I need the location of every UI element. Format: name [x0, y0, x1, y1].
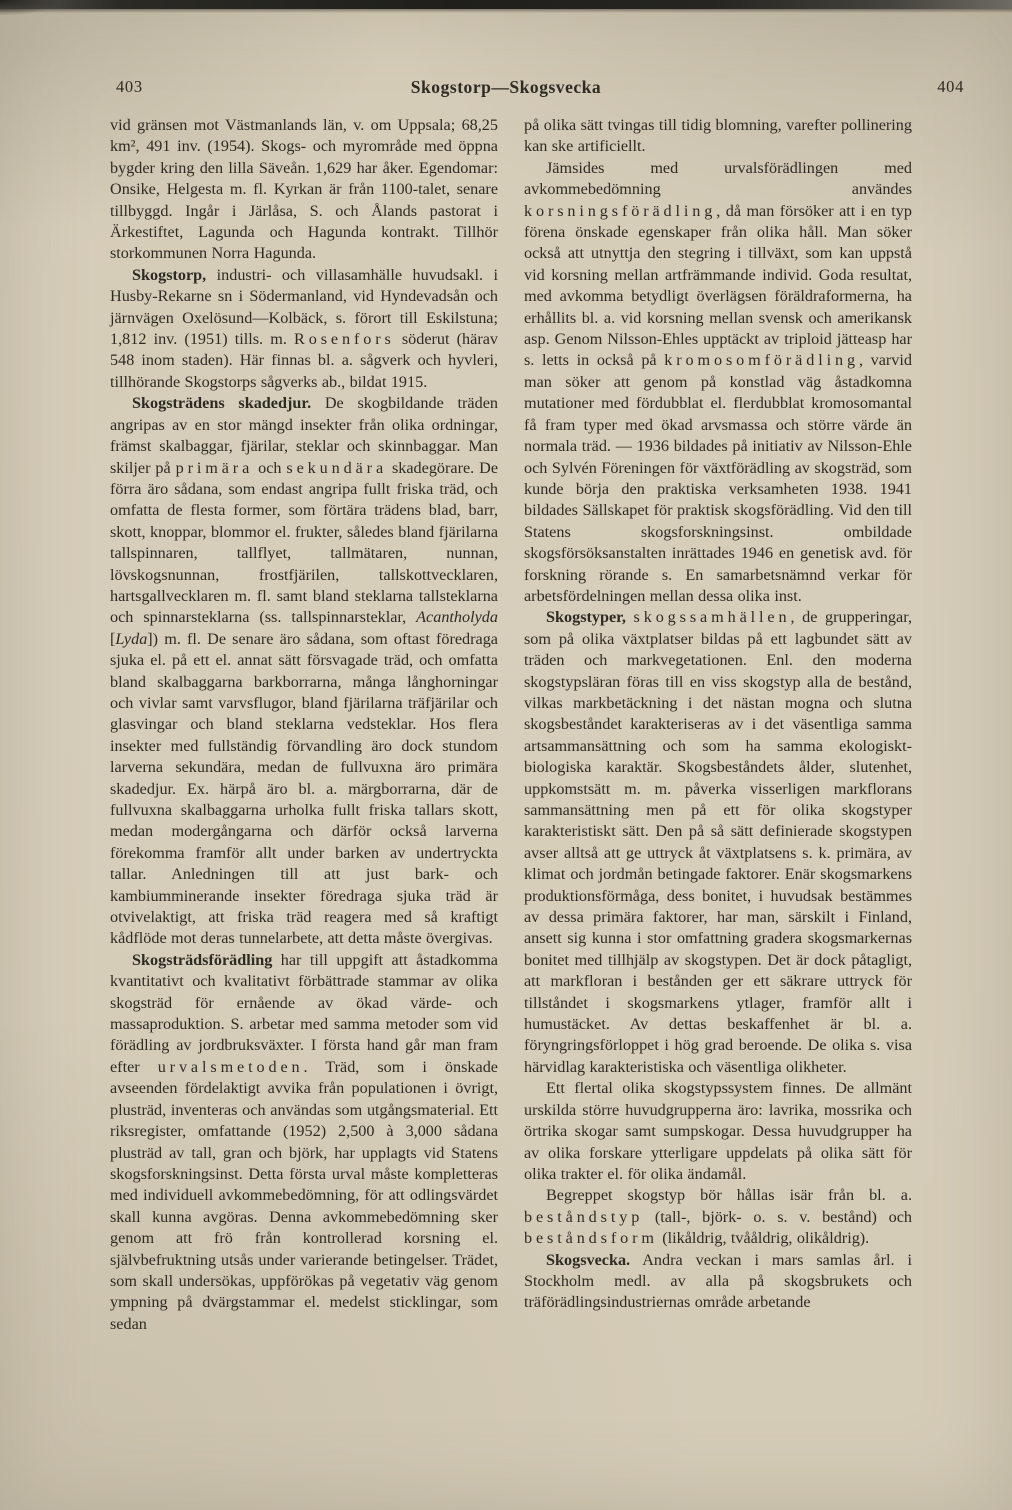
text-segment: skogssamhällen: [633, 608, 791, 627]
text-segment: och: [253, 458, 287, 477]
page-number-right: 404: [937, 77, 964, 96]
text-columns: [0, 102, 1012, 1335]
text-segment: (likåldrig, tvååldrig, olikåldrig).: [657, 1229, 870, 1248]
paragraph: [110, 950, 498, 1335]
text-segment: beståndstyp: [524, 1207, 644, 1226]
left-column: [110, 115, 498, 1335]
text-segment: (tall-, björk- o. s. v. bestånd) och: [643, 1207, 912, 1226]
paragraph: [524, 1185, 912, 1249]
text-segment: Rosenfors: [294, 330, 395, 349]
paragraph: [524, 115, 912, 158]
paragraph: [110, 265, 498, 393]
paragraph: [524, 607, 912, 1078]
text-segment: De skogbildande träden angripas av en stor mängd insekter från olika ordningar, främst skalbaggar, fjärilar, steklar och skinnbaggar. Man skiljer på: [110, 394, 498, 477]
right-column: [524, 115, 912, 1335]
entry-term: Skogsträdens skadedjur.: [132, 394, 312, 413]
text-segment: primära: [175, 458, 254, 477]
text-segment: korsningsförädling: [524, 201, 717, 220]
text-segment: ]) m. fl. De senare äro sådana, som oftast föredraga sjuka el. på ett el. annat sätt försvagade träd, och omfatta bland skalbaggarna barkborrarna, många långhorningar och vivlar samt varvsflugor, bland fjärilarna träfjärilar och glasvingar och bland steklarna vedsteklar. Hos flera insekter med fullständig förvandling äro dock stundom larverna sekundära, medan de fullvuxna äro primära skadedjur. Ex. härpå äro bl. a. märgborrarna, där de fullvuxna skalbaggarna urholka fullt friska tallars skott, medan modergångarna och därför också larverna förekomma framför allt under barken av undertryckta tallar. Anledningen till att just bark- och kambiumminerande insekter föredraga sjuka träd är otvivelaktigt, att friska träd reagera med så kraftigt kådflöde mot deras tunnelarbete, att detta måste övergivas.: [110, 629, 498, 948]
text-segment: Lyda: [115, 629, 148, 648]
page-number-left: 403: [116, 77, 143, 96]
text-segment: söderut (härav 548 inom staden). Här finnas bl. a. sågverk och hyvleri, tillhörande Skogstorps sågverks ab., bildat 1915.: [110, 330, 499, 391]
entry-term: Skogstorp,: [132, 265, 207, 284]
text-segment: Acantholyda: [416, 608, 498, 627]
text-segment: . Träd, som i önskade avseenden fördelaktigt avvika från populationen i övrigt, plusträd, inventeras och användas som utgångsmaterial. Ett riksregister, omfattande (1952) 2,500 à 3,000 sådana plusträd av tall, gran och björk, har upplagts vid Statens skogsforskningsinst. Detta första urval måste kompletteras med individuell avkommebedömning, för att odlingsvärdet skall kunna avgöras. Denna avkommebedömning sker genom att frö från kontrollerad korsning el. självbefruktning utsås under varierande betingelser. Trädet, som skall undersökas, uppförökas på vegetativ väg genom ympning på dvärgstammar el. medelst sticklingar, som sedan: [110, 1057, 498, 1333]
text-segment: [626, 608, 634, 626]
text-segment: , de grupperingar, som på olika växtplatser bildas på ett lagbundet sätt av träden och markvegetationen. Enl. den moderna skogstypsläran föras till en viss skogstyp alla de bestånd, vilkas markbetäckning i det nästan mogna och slutna skogsbeståndet karakteriseras av i det väsentliga samma artsammansättning och som ha samma ekologiskt-biologiska karaktär. Skogsbeståndets ålder, slutenhet, uppkomstsätt m. m. påverka visserligen markflorans sammansättning men på ett för olika skogstyper karakteristiskt sätt. Den på så sätt definierade skogstypen avser alltså att ge uttryck åt växtplatsens s. k. primära, av klimat och jordmån betingade faktorer. Enär skogsmarkens produktionsförmåga, dess bonitet, i huvudsak bestämmes av dessa primära faktorer, har man, särskilt i Finland, ansett sig kunna i stor omfattning gradera skogsmarkernas bonitet med tillhjälp av skogstypen. Det är dock påtagligt, att markfloran i bestånden ger ett säkrare uttryck för tillståndet i skogsmarkens ytlager, framför allt i humustäcket. Av dettas beskaffenhet är bl. a. föryngringsförloppet i hög grad beroende. De olika s. visa härvidlag karakteristiska och väsentliga olikheter.: [524, 608, 912, 1076]
text-segment: har till uppgift att åstadkomma kvantitativt och kvalitativt förbättrade stammar av olika skogsträd för ernående av ökad värde- och massaproduktion. S. arbetar med samma metoder som vid förädling av jordbruksväxter. I första hand går man fram efter: [110, 950, 498, 1076]
paragraph: [524, 1250, 912, 1314]
paragraph: [110, 393, 498, 950]
entry-term: Skogsträdsförädling: [132, 950, 273, 969]
text-segment: Begreppet skogstyp bör hållas isär från bl. a.: [546, 1186, 912, 1205]
paragraph: [110, 115, 498, 265]
text-segment: urvalsmetoden: [157, 1057, 304, 1076]
text-segment: Ett flertal olika skogstypssystem finnes. De allmänt urskilda större huvudgrupperna äro: lavrika, mossrika och örtrika skogar samt sumpskogar. Dessa huvudgrupper ha av olika forskare ytterligare uppdelats på olika sätt för olika trakter el. för olika ändamål.: [524, 1079, 912, 1183]
running-title: Skogstorp—Skogsvecka: [410, 77, 602, 97]
text-segment: Andra veckan i mars samlas årl. i Stockholm medl. av alla på skogsbrukets och träförädlingsindustriernas område arbetande: [524, 1250, 912, 1312]
text-segment: , varvid man söker att genom på konstlad väg åstadkomna mutationer med fördubblat el. flerdubblat kromosomantal få fram typer med ökad arvsmassa och större värde än normala träd. — 1936 bildades på initiativ av Nilsson-Ehle och Sylvén Föreningen för växtförädling av skogsträd, som kunde börja den praktiska verksamheten 1938. 1941 bildades Sällskapet för praktisk skogsförädling. Vid den till Statens skogsforskningsinst. ombildade skogsförsöksanstalten inrättades 1946 en genetisk avd. för forskning rörande s. En samarbetsnämnd verkar för arbetsfördelningen mellan dessa olika inst.: [524, 351, 912, 605]
paragraph: [524, 1078, 912, 1185]
text-segment: sekundära: [286, 458, 388, 477]
text-segment: [: [110, 629, 116, 648]
entry-term: Skogsvecka.: [546, 1250, 631, 1269]
text-segment: Jämsides med urvalsförädlingen med avkommebedömning användes: [524, 158, 912, 199]
paragraph: [524, 158, 912, 608]
text-segment: vid gränsen mot Västmanlands län, v. om Uppsala; 68,25 km², 491 inv. (1954). Skogs- och myrområde med öppna bygder kring den lilla Säveån. 1,629 har åker. Egendomar: Onsike, Helgesta m. fl. Kyrkan är från 1100-talet, senare tillbyggd. Ingår i Järlåsa, S. och Ålands pastorat i Ärkestiftet, Lagunda och Hagunda kontrakt. Tillhör storkommunen Norra Hagunda.: [110, 116, 498, 263]
text-segment: på olika sätt tvingas till tidig blomning, varefter pollinering kan ske artificiellt.: [524, 116, 912, 156]
text-segment: industri- och villasamhälle huvudsakl. i Husby-Rekarne sn i Södermanland, vid Hyndevadsån och järnvägen Oxelösund—Kolbäck, s. förort till Eskilstuna; 1,812 inv. (1951) tills. m.: [110, 265, 498, 349]
running-header: [0, 0, 1012, 102]
entry-term: Skogstyper,: [546, 608, 626, 627]
text-segment: beståndsform: [524, 1229, 658, 1248]
text-segment: skadegörare. De förra äro sådana, som endast angripa fullt friska träd, och omfatta de flesta former, som förtära trädens blad, barr, skott, knoppar, blommor el. frukter, således bland fjärilarna tallspinnaren, tallflyet, tallmätaren, nunnan, lövskogsnunnan, frostfjärilen, tallskottvecklaren, hartsgallvecklaren m. fl. samt bland steklarna tallsteklarna och spinnarsteklarna (ss. tallspinnarsteklar,: [110, 458, 499, 627]
text-segment: kromosomförädling: [664, 351, 859, 370]
text-segment: , då man försöker att i en typ förena önskade egenskaper från olika håll. Man söker också att utnyttja den stegring i tillväxt, som kan uppstå vid korsning mellan artfrämmande individ. Goda resultat, med avkomma betydligt överlägsen föräldraformerna, ha erhållits bl. a. vid korsning mellan svensk och amerikansk asp. Genom Nilsson-Ehles upptäckt av triploid jätteasp har s. letts in också på: [524, 201, 912, 370]
